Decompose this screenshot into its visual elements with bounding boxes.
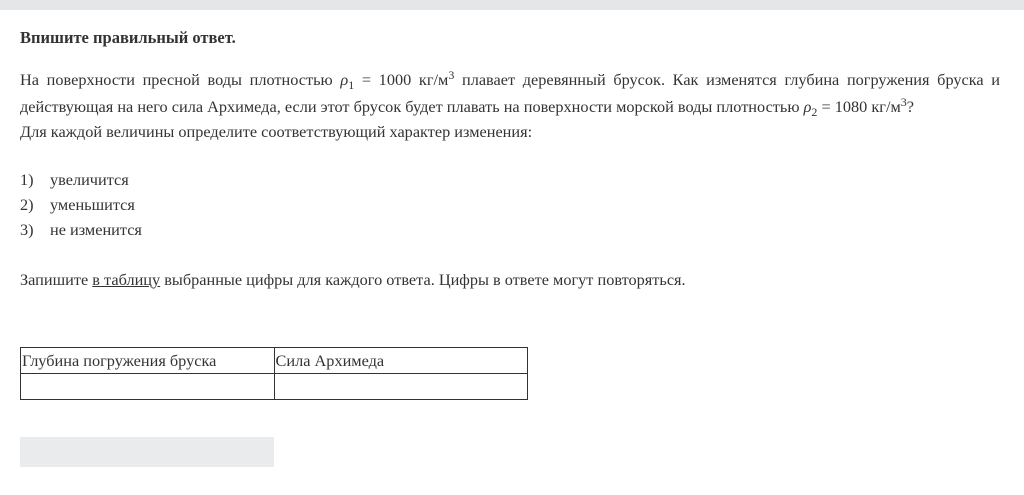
header-depth: Глубина погружения бруска	[21, 348, 275, 374]
option-number: 3)	[20, 220, 34, 239]
problem-text-part: На поверхности пресной воды плотностью	[20, 70, 341, 89]
answer-cell-depth	[21, 374, 275, 400]
options-list	[20, 167, 1000, 242]
table-answer-row	[21, 374, 528, 400]
option-item	[20, 192, 1000, 217]
write-instruction-part: выбранные цифры для каждого ответа. Цифры в ответе могут повторяться.	[160, 270, 686, 289]
option-number: 2)	[20, 195, 34, 214]
table-header-row	[21, 348, 528, 374]
option-label: не изменится	[50, 220, 142, 239]
density-value: = 1080 кг/м	[817, 97, 901, 116]
problem-text-part: плавает деревянный брусок. Как изменятся глубина погружения бруска и действующая на него сила Архимеда, если этот брусок будет плавать на поверхности морской воды плотностью	[20, 70, 1000, 116]
rho-subscript: 2	[811, 105, 818, 119]
write-instruction	[20, 267, 1000, 292]
answer-input-depth[interactable]	[22, 375, 274, 400]
rho-subscript: 1	[348, 78, 355, 92]
rho-symbol: ρ	[340, 70, 349, 89]
option-label: уменьшится	[50, 195, 135, 214]
problem-text-part: ?	[906, 97, 915, 116]
answer-input-archimedes[interactable]	[276, 375, 527, 400]
problem-text	[20, 66, 1000, 120]
answer-table	[20, 347, 528, 400]
prompt-text: Для каждой величины определите соответствующий характер изменения:	[20, 122, 533, 141]
option-number: 1)	[20, 170, 34, 189]
density-value: = 1000 кг/м	[354, 70, 449, 89]
header-archimedes: Сила Архимеда	[274, 348, 527, 374]
table-link[interactable]: в таблицу	[92, 270, 161, 289]
answer-cell-archimedes	[274, 374, 527, 400]
write-instruction-part: Запишите	[20, 270, 93, 289]
unit-exponent: 3	[448, 68, 455, 82]
unit-exponent: 3	[900, 95, 907, 109]
rho-symbol: ρ	[803, 97, 812, 116]
option-label: увеличится	[50, 170, 129, 189]
top-bar	[0, 0, 1024, 10]
option-item	[20, 217, 1000, 242]
submit-button[interactable]	[20, 437, 274, 467]
task-instruction: Впишите правильный ответ.	[20, 28, 236, 47]
task-content	[20, 26, 1000, 292]
option-item	[20, 167, 1000, 192]
